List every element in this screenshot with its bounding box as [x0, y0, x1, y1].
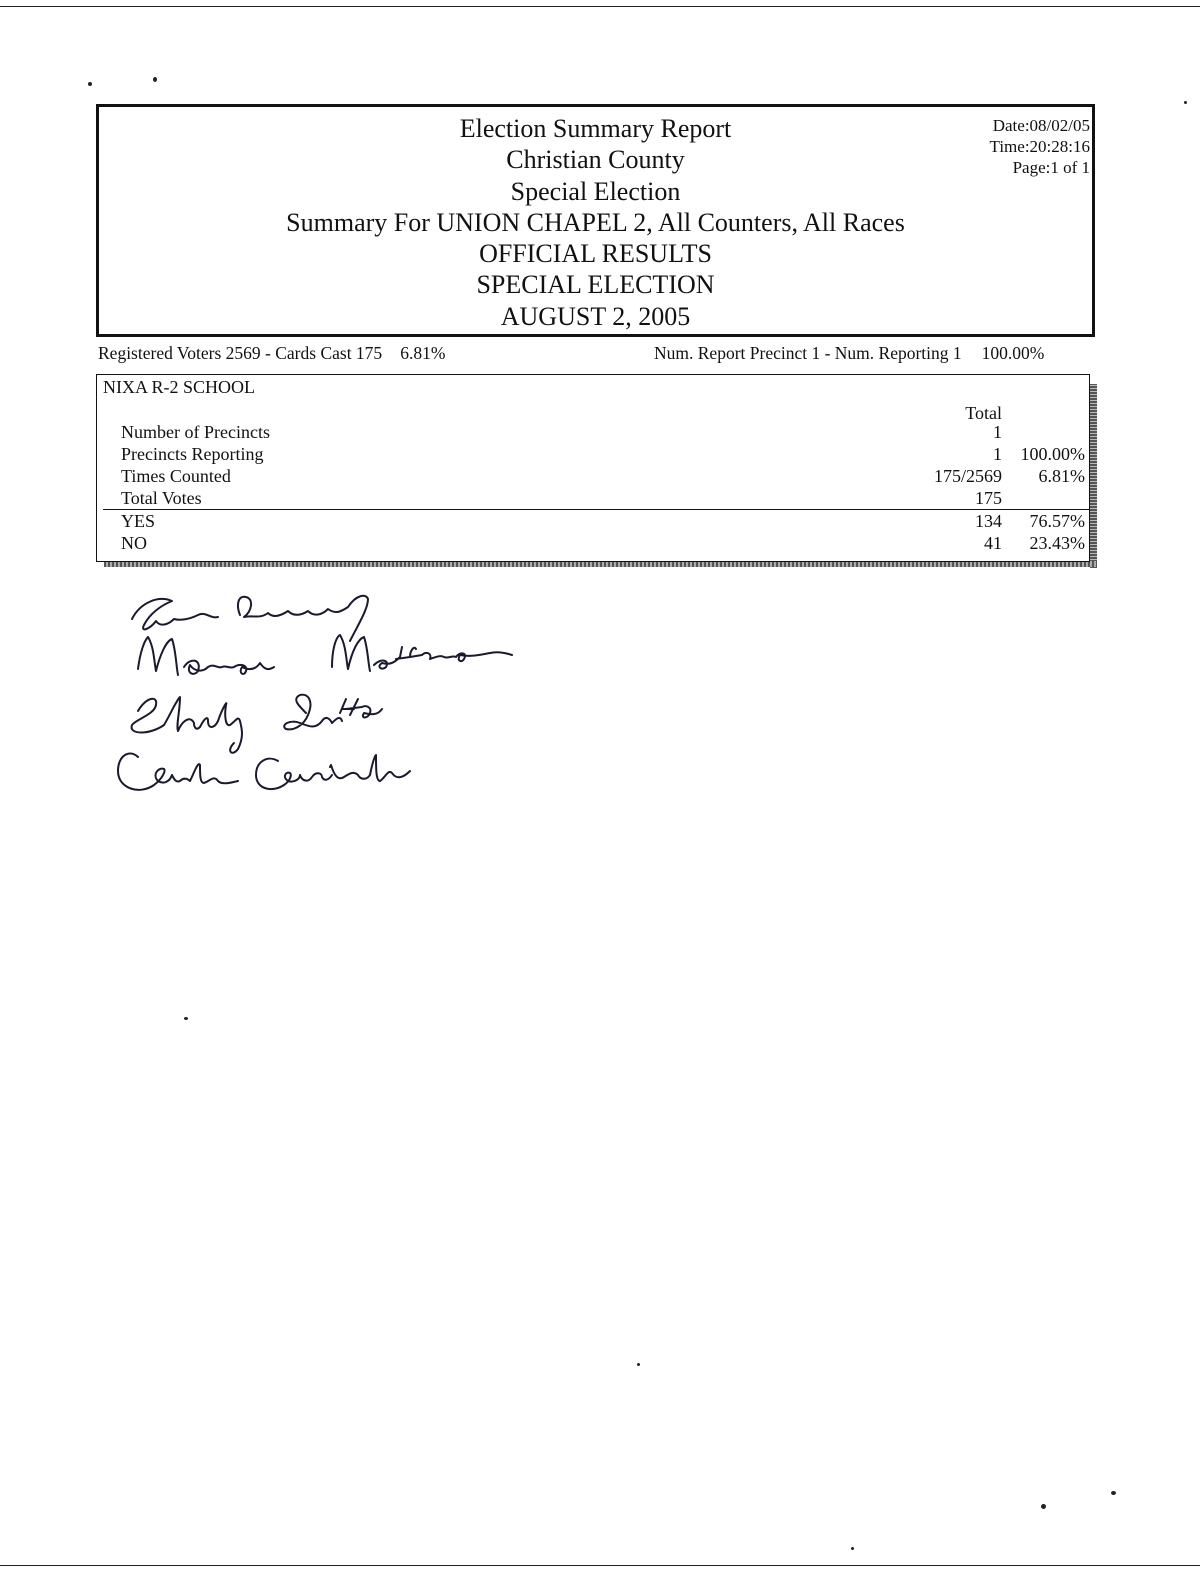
table-row [0, 443, 1200, 465]
choice-votes: 134 [975, 511, 1002, 531]
signature-1 [132, 596, 368, 641]
scan-border-bottom [0, 1565, 1200, 1566]
scan-speck [88, 82, 92, 86]
column-header-total: Total [965, 403, 1002, 423]
row-label: Precincts Reporting [121, 444, 264, 464]
scan-speck [1184, 101, 1187, 104]
choice-percent: 23.43% [1029, 533, 1085, 553]
signature-2 [138, 635, 512, 675]
table-row [0, 465, 1200, 487]
table-row [0, 487, 1200, 509]
election-type: Special Election [510, 176, 681, 206]
voter-summary [98, 343, 445, 364]
report-meta [990, 115, 1090, 178]
row-percent: 100.00% [1020, 444, 1085, 464]
scan-speck [1041, 1504, 1046, 1509]
election-date: AUGUST 2, 2005 [500, 301, 691, 331]
row-label: Number of Precincts [121, 422, 270, 442]
row-value: 175/2569 [933, 466, 1002, 486]
report-title-block [99, 113, 1092, 332]
row-value: 175 [975, 488, 1002, 508]
table-row [0, 510, 1200, 532]
row-value: 1 [993, 422, 1002, 442]
choice-label: NO [121, 533, 147, 553]
choice-label: YES [121, 511, 156, 531]
voter-summary-text: Registered Voters 2569 - Cards Cast 175 [98, 343, 383, 363]
report-time: Time:20:28:16 [989, 137, 1090, 156]
scan-speck [851, 1547, 854, 1550]
signature-4 [118, 753, 410, 789]
precinct-summary [654, 343, 1044, 364]
row-label: Times Counted [121, 466, 231, 486]
report-title: Election Summary Report [459, 114, 732, 143]
row-value: 1 [993, 444, 1002, 464]
report-date: Date:08/02/05 [992, 116, 1090, 135]
election-name: SPECIAL ELECTION [476, 270, 715, 300]
scan-speck [153, 77, 157, 82]
summary-scope: Summary For UNION CHAPEL 2, All Counters, All Races [286, 207, 905, 237]
county-name: Christian County [506, 145, 685, 175]
report-header [96, 104, 1095, 337]
turnout-percent: 6.81% [400, 343, 446, 363]
scan-border-top [0, 6, 1200, 7]
choice-votes: 41 [984, 533, 1002, 553]
choice-percent: 76.57% [1029, 511, 1085, 531]
precinct-reporting-percent: 100.00% [981, 343, 1045, 363]
row-label: Total Votes [121, 488, 202, 508]
precinct-summary-text: Num. Report Precinct 1 - Num. Reporting 1 [654, 343, 962, 363]
page-number: Page:1 of 1 [1012, 158, 1090, 177]
scan-speck [1111, 1491, 1116, 1495]
signature-block [110, 585, 550, 810]
signature-3 [132, 695, 382, 753]
table-row [0, 532, 1200, 554]
scan-speck [637, 1363, 640, 1366]
race-title: NIXA R-2 SCHOOL [103, 377, 256, 397]
row-percent: 6.81% [1038, 466, 1085, 486]
table-row [0, 421, 1200, 443]
scan-speck [184, 1017, 188, 1020]
results-status: OFFICIAL RESULTS [479, 239, 712, 269]
